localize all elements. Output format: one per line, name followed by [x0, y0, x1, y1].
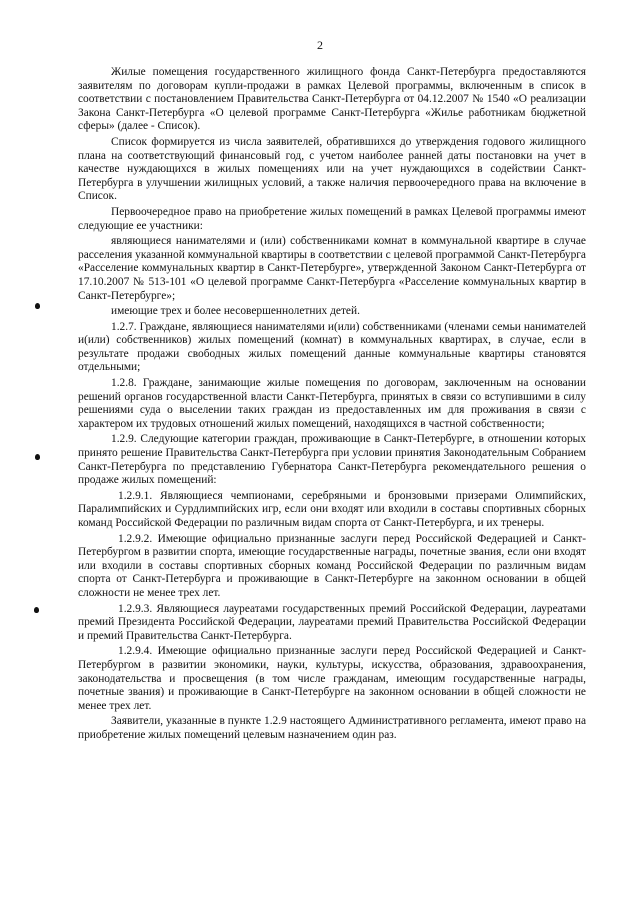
paragraph-1-2-9-3: 1.2.9.3. Являющиеся лауреатами государственных премий Российской Федерации, лауреатами премий Президента Российской Федерации, лауреатами премий Правительства Российской Федерации и премий Правительства Санкт-Петербурга. — [78, 602, 586, 642]
scan-hole-mark-middle — [35, 454, 40, 460]
paragraph-1-2-7: 1.2.7. Граждане, являющиеся нанимателями и(или) собственниками (членами семьи нанимателей и(или) собственников) жилых помещений (комнат) в коммунальных квартирах, в случае, если в результате продажи свободных жилых помещений данные коммунальные квартиры становятся отдельными; — [78, 320, 586, 374]
paragraph-1-2-9-1: 1.2.9.1. Являющиеся чемпионами, серебряными и бронзовыми призерами Олимпийских, Паралимпийских и Сурдлимпийских игр, если они входят или входили в составы спортивных сборных команд Российской Федерации по различным видам спорта от Санкт-Петербурга, и их тренеры. — [78, 489, 586, 529]
page-number: 2 — [317, 38, 323, 52]
paragraph-1-2-9-4: 1.2.9.4. Имеющие официально признанные заслуги перед Российской Федерацией и Санкт-Петербургом в развитии экономики, науки, культуры, искусства, образования, здравоохранения, законодательства и просвещения (в том числе гражданам, имеющим государственные награды, почетные звания) и проживающие в Санкт-Петербурге на законном основании в общей сложности не менее трех лет. — [78, 645, 586, 712]
paragraph-priority-right: Первоочередное право на приобретение жилых помещений в рамках Целевой программы имеют следующие ее участники: — [78, 205, 586, 232]
paragraph-communal-tenants: являющиеся нанимателями и (или) собственниками комнат в коммунальной квартире в случае расселения указанной коммунальной квартиры в соответствии с целевой программой Санкт-Петербурга «Расселение коммунальных квартир в Санкт-Петербурге», утвержденной Законом Санкт-Петербурга от 17.10.2007 № 513-101 «О целевой программе Санкт-Петербурга «Расселение коммунальных квартир в Санкт-Петербурге»; — [78, 235, 586, 302]
paragraph-1-2-9: 1.2.9. Следующие категории граждан, проживающие в Санкт-Петербурге, в отношении которых принято решение Правительства Санкт-Петербурга при условии принятия Законодательным Собранием Санкт-Петербурга по представлению Губернатора Санкт-Петербурга рекомендательного решения о продаже жилых помещений: — [78, 433, 586, 487]
document-body — [78, 66, 586, 745]
scan-hole-mark-top — [35, 303, 40, 309]
paragraph-1-2-8: 1.2.8. Граждане, занимающие жилые помещения по договорам, заключенным на основании решений органов государственной власти Санкт-Петербурга, принятых в связи со вступившими в силу решениями суда о выселении таких граждан из предоставленных им для проживания в связи с характером их трудовых отношений жилых помещений, находящихся в частной собственности; — [78, 377, 586, 430]
paragraph-applicants-once: Заявители, указанные в пункте 1.2.9 настоящего Административного регламента, имеют право на приобретение жилых помещений целевым назначением один раз. — [78, 715, 586, 741]
paragraph-list-formation: Список формируется из числа заявителей, обратившихся до утверждения годового жилищного плана на соответствующий финансовый год, с учетом наиболее ранней даты постановки на учет в качестве нуждающихся в жилых помещениях или на учет нуждающихся в содействии Санкт-Петербурга в улучшении жилищных условий, а также наличия первоочередного права на включение в Список. — [78, 135, 586, 203]
paragraph-residential-premises: Жилые помещения государственного жилищного фонда Санкт-Петербурга предоставляются заявителям по договорам купли-продажи в рамках Целевой программы, включенным в список в соответствии с постановлением Правительства Санкт-Петербурга от 04.12.2007 № 1540 «О реализации Закона Санкт-Петербурга «О целевой программе Санкт-Петербурга «Жилье работникам бюджетной сферы» (далее - Список). — [78, 66, 586, 133]
scan-hole-mark-bottom — [34, 607, 39, 613]
paragraph-large-families: имеющие трех и более несовершеннолетних детей. — [111, 305, 360, 318]
paragraph-1-2-9-2: 1.2.9.2. Имеющие официально признанные заслуги перед Российской Федерацией и Санкт-Петербургом в развитии спорта, имеющие государственные награды, почетные звания, если они входят или входили в составы спортивных сборных команд Российской Федерации по различным видам спорта от Санкт-Петербурга и проживающие в Санкт-Петербурге на законном основании в общей сложности не менее трех лет. — [78, 532, 586, 599]
